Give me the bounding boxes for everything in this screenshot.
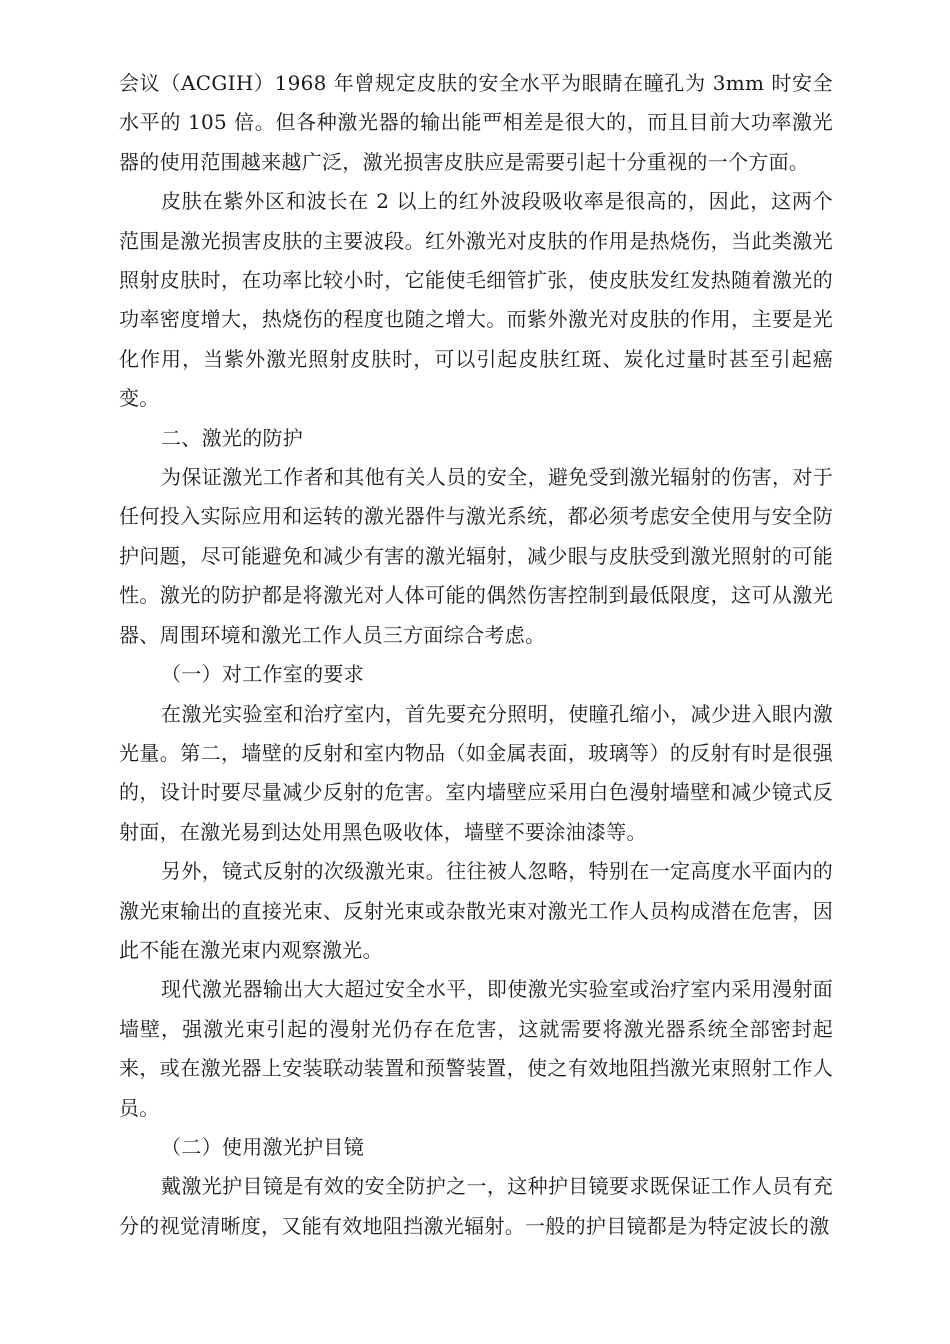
paragraph-specular-reflection: 另外，镜式反射的次级激光束。往往被人忽略，特别在一定高度水平面内的激光束输出的直接光束、反射光束或杂散光束对激光工作人员构成潜在危害，因此不能在激光束内观察激光。 [119,859,833,962]
document-body [119,64,833,1246]
paragraph-enclosure: 现代激光器输出大大超过安全水平，即使激光实验室或治疗室内采用漫射面墙壁，强激光束引起的漫射光仍存在危害，这就需要将激光器系统全部密封起来，或在激光器上安装联动装置和预警装置，使之有效地阻挡激光束照射工作人员。 [119,977,833,1120]
paragraph-protection-overview: 为保证激光工作者和其他有关人员的安全，避免受到激光辐射的伤害，对于任何投入实际应用和运转的激光器件与激光系统，都必须考虑安全使用与安全防护问题，尽可能避免和减少有害的激光辐射，减少眼与皮肤受到激光照射的可能性。激光的防护都是将激光对人体可能的偶然伤害控制到最低限度，这可从激光器、周围环境和激光工作人员三方面综合考虑。 [119,465,833,647]
subheading-protective-goggles: （二）使用激光护目镜 [161,1134,364,1159]
subheading-workroom-requirements: （一）对工作室的要求 [161,662,364,687]
paragraph-continuation: 会议（ACGIH）1968 年曾规定皮肤的安全水平为眼睛在瞳孔为 3mm 时安全水平的 105 倍。但各种激光器的输出能覀相差是很大的，而且目前大功率激光器的使用范围越来越广泛，激光损害皮肤应是需要引起十分重视的一个方面。 [119,71,833,174]
paragraph-goggles: 戴激光护目镜是有效的安全防护之一，这种护目镜要求既保证工作人员有充分的视觉清晰度，又能有效地阻挡激光辐射。一般的护目镜都是为特定波长的激 [119,1174,833,1238]
paragraph-skin-absorption: 皮肤在紫外区和波长在 2 以上的红外波段吸收率是很高的，因此，这两个范围是激光损害皮肤的主要波段。红外激光对皮肤的作用是热烧伤，当此类激光照射皮肤时，在功率比较小时，它能使毛细管扩张，使皮肤发红发热随着激光的功率密度增大，热烧伤的程度也随之增大。而紫外激光对皮肤的作用，主要是光化作用，当紫外激光照射皮肤时，可以引起皮肤红斑、炭化过量时甚至引起癌变。 [119,189,833,411]
section-heading-laser-protection: 二、激光的防护 [161,425,304,450]
paragraph-lighting-reflection: 在激光实验室和治疗室内，首先要充分照明，使瞳孔缩小，减少进入眼内激光量。第二，墙壁的反射和室内物品（如金属表面，玻璃等）的反射有时是很强的，设计时要尽量减少反射的危害。室内墙壁应采用白色漫射墙壁和减少镜式反射面，在激光易到达处用黑色吸收体，墙壁不要涂油漆等。 [119,701,833,844]
